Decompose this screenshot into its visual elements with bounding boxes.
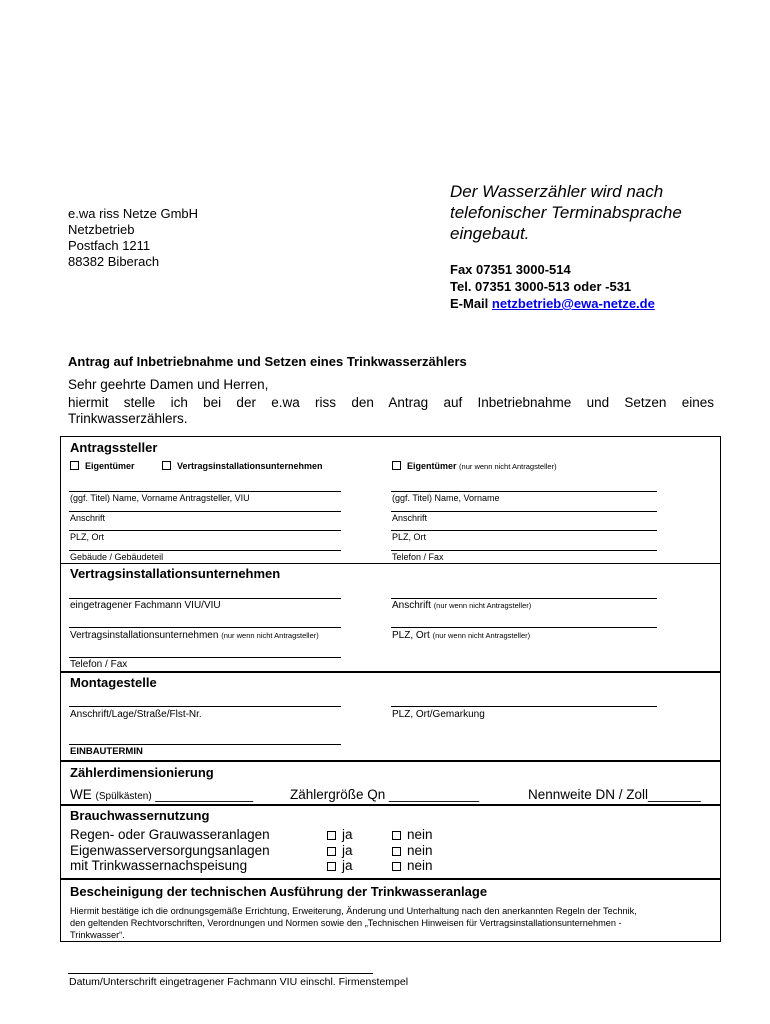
rain-grey-water-yes[interactable] — [327, 827, 353, 842]
section-zaehler — [60, 761, 721, 805]
antragssteller-header: Antragssteller — [70, 440, 158, 455]
sender-pobox: Postfach 1211 — [68, 238, 151, 253]
installation-notice — [450, 181, 682, 244]
viu-plz-field-line[interactable] — [391, 627, 657, 628]
own-water-supply-yes-label: ja — [342, 843, 353, 858]
notice-line-1: Der Wasserzähler wird nach — [450, 182, 664, 201]
contact-email-line — [450, 295, 655, 312]
certification-line-1: Hiermit bestätige ich die ordnungsgemäße Errichtung, Erweiterung, Änderung und Unterhaltung nach den anerkannten Regeln der Technik, — [70, 906, 637, 916]
viu-company-field-line[interactable] — [69, 627, 341, 628]
certification-header: Bescheinigung der technischen Ausführung der Trinkwasseranlage — [70, 884, 488, 899]
owner2-option-note: (nur wenn nicht Antragsteller) — [459, 462, 557, 471]
montage-address-field-label: Anschrift/Lage/Straße/Flst-Nr. — [70, 709, 202, 720]
signature-line[interactable] — [68, 973, 373, 974]
viu-option-label: Vertragsinstallationsunternehmen — [177, 461, 323, 471]
section-viu — [60, 563, 721, 672]
certification-line-3: Trinkwasser“. — [70, 930, 125, 940]
viu-company-field-label — [70, 630, 319, 641]
form-title: Antrag auf Inbetriebnahme und Setzen eines Trinkwasserzählers — [68, 354, 467, 369]
owner-plz-field-label: PLZ, Ort — [392, 532, 427, 542]
name-field-label: (ggf. Titel) Name, Vorname Antragsteller, VIU — [70, 493, 250, 503]
we-label: WE — [70, 787, 92, 802]
drinking-water-refill-label: mit Trinkwassernachspeisung — [70, 858, 248, 873]
rain-grey-water-no[interactable] — [392, 827, 433, 842]
viu-checkbox[interactable] — [162, 461, 171, 470]
address-field-label: Anschrift — [70, 513, 106, 523]
own-water-supply-no-checkbox[interactable] — [392, 847, 401, 856]
signature-label: Datum/Unterschrift eingetragener Fachmann VIU einschl. Firmenstempel — [69, 976, 409, 988]
plz-field-line[interactable] — [69, 530, 341, 531]
address-field-line[interactable] — [69, 511, 341, 512]
montage-header: Montagestelle — [70, 675, 157, 690]
notice-line-3: eingebaut. — [450, 224, 530, 243]
drinking-water-refill-yes-label: ja — [342, 858, 353, 873]
certification-text — [70, 905, 715, 941]
we-blank: _____________ — [155, 787, 254, 802]
name-field-line[interactable] — [69, 491, 341, 492]
viu-company-label-text: Vertragsinstallationsunternehmen — [70, 630, 219, 641]
contact-fax: Fax 07351 3000-514 — [450, 262, 571, 277]
owner-option-label: Eigentümer — [85, 461, 135, 471]
nominal-width-field[interactable]: Nennweite DN / Zoll_______ — [528, 787, 701, 802]
building-field-label: Gebäude / Gebäudeteil — [70, 552, 164, 562]
contact-block — [450, 261, 655, 312]
sender-city: 88382 Biberach — [68, 254, 160, 269]
notice-line-2: telefonischer Terminabsprache — [450, 203, 682, 222]
viu-company-note: (nur wenn nicht Antragsteller) — [221, 631, 319, 640]
owner-address-field-line[interactable] — [391, 511, 657, 512]
viu-address-note: (nur wenn nicht Antragsteller) — [433, 601, 532, 610]
montage-plz-field-line[interactable] — [391, 706, 657, 707]
viu-address-label-text: Anschrift — [392, 600, 431, 611]
intro-line-2: Trinkwasserzählers. — [68, 411, 188, 426]
section-montagestelle — [60, 672, 721, 761]
owner-plz-field-line[interactable] — [391, 530, 657, 531]
owner-phone-field-label: Telefon / Fax — [392, 552, 444, 562]
own-water-supply-no-label: nein — [407, 843, 433, 858]
owner-name-field-line[interactable] — [391, 491, 657, 492]
section-antragssteller — [60, 436, 721, 564]
owner-phone-field-line[interactable] — [391, 550, 657, 551]
section-bescheinigung — [60, 879, 721, 942]
zaehler-header: Zählerdimensionierung — [70, 765, 214, 780]
owner-checkbox-row — [70, 461, 135, 471]
rain-grey-water-no-checkbox[interactable] — [392, 831, 401, 840]
viu-header: Vertragsinstallationsunternehmen — [70, 566, 281, 581]
rain-grey-water-yes-label: ja — [342, 827, 353, 842]
own-water-supply-label: Eigenwasserversorgungsanlagen — [70, 843, 270, 858]
sender-company: e.wa riss Netze GmbH — [68, 206, 199, 221]
plz-field-label: PLZ, Ort — [70, 532, 105, 542]
drinking-water-refill-no-label: nein — [407, 858, 433, 873]
own-water-supply-yes-checkbox[interactable] — [327, 847, 336, 856]
contact-tel: Tel. 07351 3000-513 oder -531 — [450, 279, 632, 294]
drinking-water-refill-no-checkbox[interactable] — [392, 862, 401, 871]
viu-plz-note: (nur wenn nicht Antragsteller) — [432, 631, 531, 640]
greeting: Sehr geehrte Damen und Herren, — [68, 377, 269, 392]
owner2-checkbox[interactable] — [392, 461, 401, 470]
viu-address-field-line[interactable] — [391, 598, 657, 599]
own-water-supply-yes[interactable] — [327, 843, 353, 858]
viu-expert-field-line[interactable] — [69, 598, 341, 599]
drinking-water-refill-yes[interactable] — [327, 858, 353, 873]
owner2-option-label: Eigentümer — [407, 461, 457, 471]
montage-plz-field-label: PLZ, Ort/Gemarkung — [392, 709, 485, 720]
drinking-water-refill-yes-checkbox[interactable] — [327, 862, 336, 871]
viu-expert-field-label: eingetragener Fachmann VIU/VIU — [70, 600, 221, 611]
viu-plz-field-label — [392, 630, 530, 641]
we-field[interactable] — [70, 787, 253, 802]
installation-date-label: EINBAUTERMIN — [70, 746, 143, 757]
brauchwasser-header: Brauchwassernutzung — [70, 808, 210, 823]
owner-checkbox[interactable] — [70, 461, 79, 470]
drinking-water-refill-no[interactable] — [392, 858, 433, 873]
rain-grey-water-yes-checkbox[interactable] — [327, 831, 336, 840]
section-brauchwasser — [60, 805, 721, 879]
viu-plz-label-text: PLZ, Ort — [392, 630, 430, 641]
owner2-checkbox-row — [392, 461, 557, 471]
email-link[interactable]: netzbetrieb@ewa-netze.de — [491, 296, 655, 311]
intro-line-1: hiermit stelle ich bei der e.wa riss den Antrag auf Inbetriebnahme und Setzen eines — [68, 395, 714, 410]
certification-line-2: den geltenden Rechtvorschriften, Verordnungen und Normen sowie den „Technischen Hinweisen für Vertragsinstallationsunternehmen - — [70, 918, 622, 928]
email-label: E-Mail — [450, 296, 492, 311]
rain-grey-water-label: Regen- oder Grauwasseranlagen — [70, 827, 270, 842]
own-water-supply-no[interactable] — [392, 843, 433, 858]
building-field-line[interactable] — [69, 550, 341, 551]
viu-phone-field-line[interactable] — [69, 657, 341, 658]
viu-checkbox-row — [162, 461, 323, 471]
sender-department: Netzbetrieb — [68, 222, 135, 237]
viu-address-field-label — [392, 600, 531, 611]
rain-grey-water-no-label: nein — [407, 827, 433, 842]
owner-address-field-label: Anschrift — [392, 513, 428, 523]
owner-name-field-label: (ggf. Titel) Name, Vorname — [392, 493, 500, 503]
sender-address — [68, 206, 198, 270]
we-note: (Spülkästen) — [95, 791, 152, 802]
installation-date-field-line[interactable] — [69, 744, 341, 745]
montage-address-field-line[interactable] — [69, 706, 341, 707]
meter-size-field[interactable]: Zählergröße Qn ____________ — [290, 787, 480, 802]
viu-phone-field-label: Telefon / Fax — [70, 659, 128, 670]
